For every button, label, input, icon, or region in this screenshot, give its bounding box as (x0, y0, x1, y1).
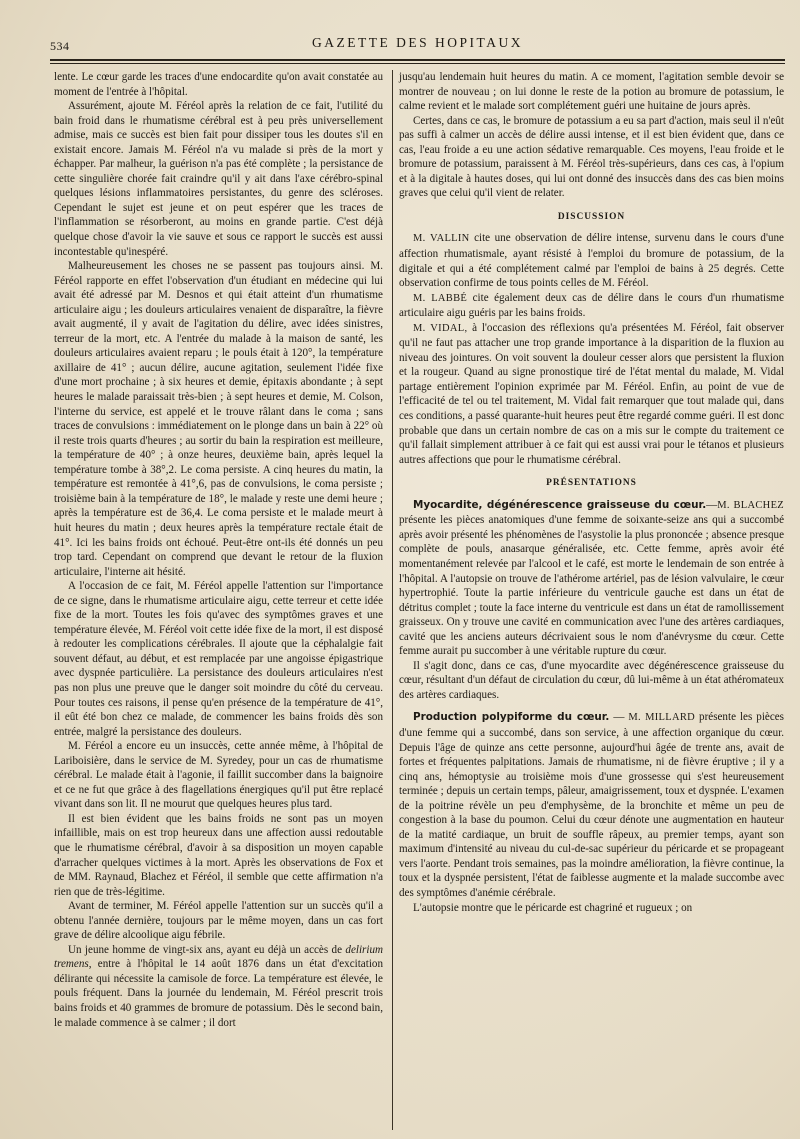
column-divider (392, 70, 393, 1130)
discussion-entry (399, 291, 784, 321)
entry-text: cite une observation de délire intense, survenu dans le cours d'une affection rhumatismale, ayant résisté à l'emploi du bromure de potassium, de la digitale et qui a été complétement calmé par l'emploi de bains à 25 degrés. Cette observation confirme de tous points celles de M. Féréol. (399, 232, 784, 290)
paragraph: lente. Le cœur garde les traces d'une endocardite qu'on avait constatée au moment de l'entrée à l'hôpital. (54, 71, 383, 98)
entry-text: cite également deux cas de délire dans le cours d'un rhumatisme articulaire aigu guéris par les bains froids. (399, 291, 784, 320)
dash: — (609, 711, 629, 724)
left-column (54, 70, 383, 1030)
running-title: GAZETTE DES HOPITAUX (312, 35, 523, 50)
discussion-entry (399, 321, 784, 467)
paragraph: Il est bien évident que les bains froids ne sont pas un moyen infaillible, mais on est trop heureux dans une affection aussi redoutable que le rhumatisme cérébral, d'avoir à sa disposition un moyen capable d'arracher quelques victimes à la mort. Après les observations de Fox et de MM. Raynaud, Blachez et Féréol, il semble que cette affirmation n'a rien que de très-légitime. (54, 812, 383, 898)
case-title: Myocardite, dégénérescence graisseuse du cœur. (413, 498, 707, 511)
right-column (399, 70, 784, 915)
page-header (50, 30, 785, 60)
dash: — (706, 498, 718, 511)
paragraph-text: Un jeune homme de vingt-six ans, ayant eu déjà un accès de (68, 943, 346, 956)
paragraph: jusqu'au lendemain huit heures du matin. A ce moment, l'agitation semble devoir se montrer de nouveau ; on lui donne le reste de la potion au bromure de potassium, le calme revient et le malade sort complétement guéri une huitaine de jours après. (399, 71, 784, 113)
speaker-name: M. VIDAL, (413, 322, 468, 334)
paragraph: Avant de terminer, M. Féréol appelle l'attention sur un succès qu'il a obtenu l'année dernière, toujours par le même moyen, dans un cas fort grave de délire alcoolique aigu fébrile. (54, 900, 383, 942)
speaker-name: M. LABBÉ (413, 292, 468, 304)
italic-term: delirium tremens (54, 943, 383, 971)
section-heading-presentations: PRÉSENTATIONS (546, 478, 637, 489)
spacer (399, 702, 784, 710)
paragraph: Il s'agit donc, dans ce cas, d'une myocardite avec dégénérescence graisseuse du cœur, résultant d'un défaut de circulation du cœur, dû lui-même à un état athéromateux des artères cardiaques. (399, 659, 784, 701)
speaker-name: M. VALLIN (413, 233, 470, 245)
paragraph-text: , entre à l'hôpital le 14 août 1876 dans un état d'excitation délirante qui nécessite la camisole de force. La température est élevée, le pouls fréquent. Dans la journée du lendemain, M. Féréol prescrit trois bains froids et 40 grammes de bromure de potassium. Dès le second bain, le malade commence à se calmer ; il dort (54, 958, 383, 1029)
page-number: 534 (50, 39, 70, 53)
entry-text: présente les pièces anatomiques d'une femme de soixante-seize ans qui a succombé après avoir présenté les phénomènes de l'asystolie la plus prononcée ; absence presque complète de pouls, anasarque généralisée, etc. Cette femme, après avoir été momentanément relevée par l'alcool et le café, est morte le lendemain de son entrée à l'hôpital. A l'autopsie on trouve de l'athérome artériel, pas de lésion valvulaire, le cœur hypertrophié. Toute la partie inférieure du ventricule gauche est dans un état de détritus complet ; toute la face interne du ventricule est dans un état de ramollissement graisseux. On y trouve une cavité en communication avec l'une des artères cardiaques, cavité que les anciens auteurs décrivaient sous le nom d'anévrysme du cœur. Cette femme aurait pu succomber à une véritable rupture du cœur. (399, 514, 784, 658)
entry-text: présente les pièces d'une femme qui a succombé, dans son service, à une affection organique du cœur. Depuis l'âge de quinze ans cette personne, aujourd'hui âgée de trente ans, avait de fortes et fréquentes palpitations. Jamais de rhumatisme, ni de fièvre éruptive ; il y a cinq ans, hémoptysie au troisième mois d'une grossesse qui s'est heureusement terminée ; depuis un certain temps, pâleur, amaigrissement, toux et dyspnée. L'examen de la poitrine révèle un peu d'emphysème, de la bronchite et même un peu de congestion à la base du poumon. Celui du cœur dénote une augmentation en hauteur de la matité cardiaque, un bruit de souffle râpeux, au premier temps, ayant son maximum d'intensité au niveau du cul-de-sac supérieur du péricarde et se propageant vers l'aorte. Pendant trois semaines, pas la moindre amélioration, la fièvre continue, la toux et la dyspnée persistent, l'état de faiblesse augmente et la malade succombe avec des symptômes d'anémie cérébrale. (399, 711, 784, 899)
paragraph: L'autopsie montre que le péricarde est chagriné et rugueux ; on (413, 901, 693, 914)
entry-text: à l'occasion des réflexions qu'a présentées M. Féréol, fait observer qu'il ne faut pas attacher une trop grande importance à la disparition de la fluxion au niveau des jointures. On voit souvent la douleur cesser alors que persistent la fluxion et la rougeur. Quand au signe pronostique tiré de l'état mental du malade, M. Vidal partage entièrement l'opinion exprimée par M. Féréol. Enfin, au point de vue de l'efficacité de tel ou tel traitement, M. Vidal fait remarquer que tout malade qui, dans ces conditions, a passé quarante-huit heures peut être regardé comme guéri. Il est donc probable que dans un certain nombre de cas on a mis sur le compte du traitement ce qu'il fallait simplement attribuer à ce fait qui est aussi vrai pour le tétanos et plusieurs autres affections que pour le rhumatisme cérébral. (399, 321, 784, 466)
header-rule-thick (50, 59, 785, 61)
section-heading-discussion: DISCUSSION (557, 211, 626, 222)
paragraph: Certes, dans ce cas, le bromure de potassium a eu sa part d'action, mais seul il n'eût pas suffi à calmer un accès de délire aussi intense, et il est bien évident que, dans ce cas, l'eau froide a eu une action sédative remarquable. Ces moyens, l'eau froide et le bromure de potassium, paraissent à M. Féréol très-supérieurs, dans ces cas, à l'opium et à la digitale à hautes doses, qui lui ont donné des insuccès dans des cas bien moins graves que celui qu'il vient de relater. (399, 114, 784, 200)
paragraph (54, 943, 383, 1030)
paragraph: Malheureusement les choses ne se passent pas toujours ainsi. M. Féréol rapporte en effet l'observation d'un étudiant en médecine qui lui avait été adressé par M. Desnos et qui était atteint d'un rhumatisme articulaire aigu ; les douleurs articulaires venaient de disparaître, la fièvre avait augmenté, il y avait de l'agitation du délire, avec idées sinistres, terreur de la mort, etc. A l'entrée du malade à la maison de santé, les douleurs articulaires avaient reparu ; le pouls était à 120°, la température axillaire de 41° ; aucun délire, aucune agitation, seulement l'idée fixe d'une mort prochaine ; à six heures et demie, épitaxis abondante ; à sept heures le malade paraissait très-bien ; à sept heures et demie, M. Colson, l'interne du service, est appelé et le trouve râlant dans le coma ; sans traces de convulsions : immédiatement on le plonge dans un bain à 22° où il reste trois quarts d'heures ; au sortir du bain la respiration est meilleure, la température de 40° ; à onze heures, deuxième bain, après lequel la température tombe à 38°,2. Le coma persiste. A cinq heures du matin, la température est remontée à 41°,6, pas de convulsions, le coma persiste ; troisième bain à la température de 18°, le malade y reste une demi heure ; après la température est de 36,4. Le coma persiste et le malade meurt à huit heures du matin ; deux heures après la température rectale était de 41°. Ici les bains froids ont échoué. Peut-être ont-ils été donnés un peu trop tard. Cependant on comprend que devant le retour de la fluxion articulaire, l'interne ait hésité. (54, 260, 383, 578)
paragraph: A l'occasion de ce fait, M. Féréol appelle l'attention sur l'importance de ce signe, dans le rhumatisme articulaire aigu, cette terreur et cette idée fixe de la mort. Toutes les fois qu'avec des symptômes graves et une température élevée, M. Féréol voit cette idée fixe de la mort, il est disposé à redouter les complications cérébrales. Il ajoute que la céphalalgie fait souvent défaut, au début, et est remplacée par une angoisse épigastrique avec dyspnée particulière. La persistance des douleurs articulaires n'est pas non plus une preuve que le danger soit moindre du côté du cerveau. Pour toutes ces raisons, il pense qu'en présence de la température de 41°, il eût été bon chez ce malade, de commencer les bains froids dès son entrée, malgré la persistance des douleurs. (54, 580, 383, 738)
header-rule-thin (50, 63, 785, 64)
presenter-name: M. MILLARD (628, 712, 696, 724)
case-entry (399, 710, 784, 900)
discussion-entry (399, 231, 784, 290)
case-entry (399, 498, 784, 659)
paragraph: Assurément, ajoute M. Féréol après la relation de ce fait, l'utilité du bain froid dans le rhumatisme cérébral est à peu près universellement admise, mais ce succès est bien fait pour dissiper tous les doutes s'il en existait encore. Jamais M. Féréol n'a vu malade si près de la mort y échapper. Par malheur, la guérison n'a pas été complète ; la persistance de cette singulière chorée fait craindre qu'il y ait dans l'axe cérébro-spinal quelques lésions inflammatoires persistantes, du genre des scléroses. Cependant le sujet est jeune et on peut espérer que les traces de l'inflammation se résorberont, au moins en grande partie. C'est déjà quelque chose d'avoir la vie sauve et sous ce rapport le succès est aussi incontestable qu'inespéré. (54, 100, 383, 258)
presenter-name: M. BLACHEZ (717, 499, 784, 511)
paragraph: M. Féréol a encore eu un insuccès, cette année même, à l'hôpital de Lariboisière, dans le service de M. Syredey, pour un cas de rhumatisme cérébral. Le malade était à l'agonie, il faillit succomber dans la baignoire et ce ne fut que grâce à des flagellations énergiques qu'il put être replacé vivant dans son lit. Il ne mourut que quelques heures plus tard. (54, 740, 383, 811)
case-title: Production polypiforme du cœur. (413, 711, 610, 724)
